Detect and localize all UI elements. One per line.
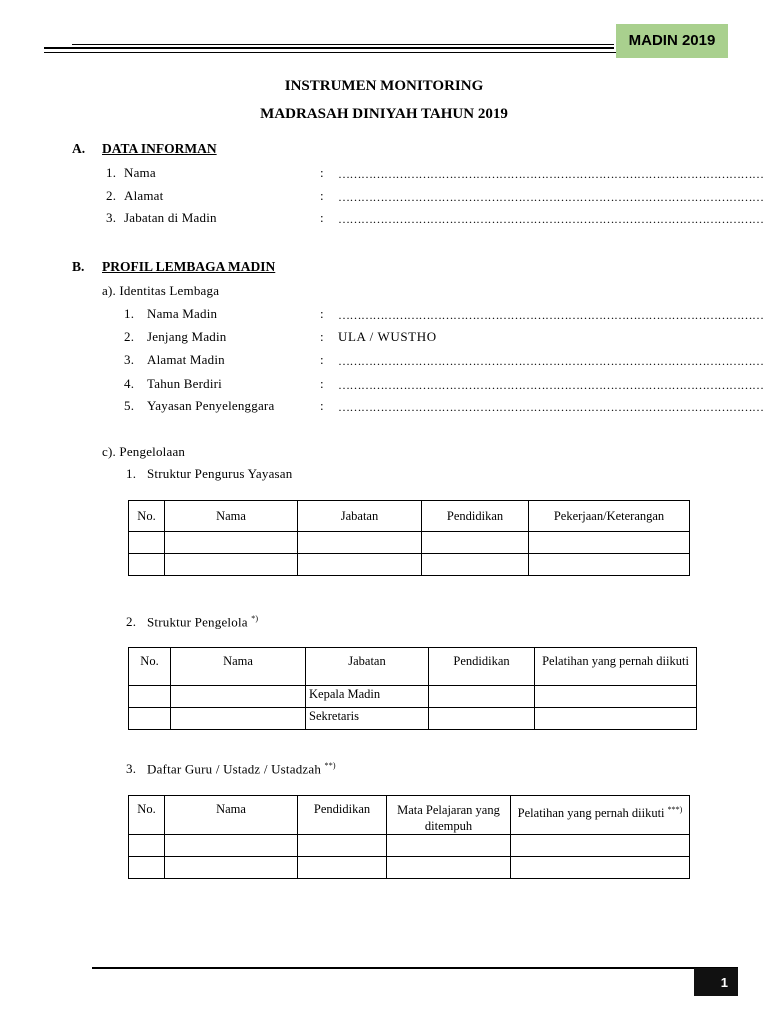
header-nama: Nama: [165, 501, 298, 532]
subsection-pengelolaan: c). Pengelolaan: [102, 444, 186, 459]
header-pendidikan: Pendidikan: [429, 648, 535, 686]
field-num: 1.: [124, 306, 135, 321]
header-pendidikan: Pendidikan: [298, 796, 387, 835]
header-jabatan: Jabatan: [298, 501, 422, 532]
year-badge: MADIN 2019: [616, 24, 728, 58]
field-num: 4.: [124, 376, 135, 391]
page-number: 1: [720, 975, 728, 990]
jenjang-value[interactable]: ULA / WUSTHO: [338, 329, 437, 344]
field-label: Yayasan Penyelenggara: [147, 398, 275, 413]
table3-footnote-mark: **): [324, 761, 336, 770]
field-num: 1.: [106, 165, 117, 180]
header-rule-top: [44, 47, 614, 49]
header-no: No.: [129, 648, 171, 686]
header-nama: Nama: [171, 648, 306, 686]
section-a-letter: A.: [72, 141, 86, 156]
field-value[interactable]: …………………………………………………………………………………………………: [338, 308, 764, 322]
field-num: 3.: [106, 210, 117, 225]
field-label: Jabatan di Madin: [124, 210, 217, 225]
field-colon: :: [320, 352, 324, 367]
jabatan-cell[interactable]: Kepala Madin: [306, 686, 429, 708]
field-colon: :: [320, 188, 324, 203]
header-rule-mid: [72, 44, 614, 45]
table-row: [129, 857, 690, 879]
jabatan-cell[interactable]: Sekretaris: [306, 708, 429, 730]
header-footnote-mark: ***): [667, 805, 683, 814]
field-label: Alamat Madin: [147, 352, 225, 367]
header-pelatihan: [511, 796, 690, 835]
header-no: No.: [129, 501, 165, 532]
section-a-heading-text: DATA INFORMAN: [102, 141, 217, 156]
table-row: [129, 554, 690, 576]
table2-title: [147, 614, 258, 630]
field-colon: :: [320, 329, 324, 344]
table-struktur-pengelola: [128, 647, 697, 730]
header-nama: Nama: [165, 796, 298, 835]
document-title-line1: INSTRUMEN MONITORING: [284, 78, 484, 94]
section-a-heading: [102, 141, 217, 157]
field-label: Jenjang Madin: [147, 329, 227, 344]
field-colon: :: [320, 165, 324, 180]
section-b-letter: B.: [72, 259, 85, 274]
table2-num: 2.: [126, 614, 137, 629]
table1-num: 1.: [126, 466, 137, 481]
field-colon: :: [320, 398, 324, 413]
table1-title: Struktur Pengurus Yayasan: [147, 466, 293, 481]
field-num: 2.: [106, 188, 117, 203]
field-label: Nama: [124, 165, 156, 180]
table2-title-text: Struktur Pengelola: [147, 614, 248, 630]
table-row: [129, 686, 697, 708]
field-colon: :: [320, 376, 324, 391]
header-jabatan: Jabatan: [306, 648, 429, 686]
table3-title-text: Daftar Guru / Ustadz / Ustadzah: [147, 761, 322, 777]
table3-num: 3.: [126, 761, 137, 776]
field-value[interactable]: …………………………………………………………………………………………………: [338, 167, 764, 181]
header-pendidikan: Pendidikan: [422, 501, 529, 532]
table-row: [129, 532, 690, 554]
table-row: [129, 835, 690, 857]
field-value[interactable]: …………………………………………………………………………………………………: [338, 378, 764, 392]
page-number-box: [694, 968, 738, 996]
section-b-heading: [102, 259, 275, 275]
table-pengurus-yayasan: [128, 500, 690, 576]
field-num: 2.: [124, 329, 135, 344]
field-label: Alamat: [124, 188, 164, 203]
field-value[interactable]: …………………………………………………………………………………………………: [338, 212, 764, 226]
field-colon: :: [320, 210, 324, 225]
subsection-identitas: a). Identitas Lembaga: [102, 283, 220, 298]
header-mata-pelajaran: Mata Pelajaran yang ditempuh: [387, 796, 511, 835]
section-b-heading-text: PROFIL LEMBAGA MADIN: [102, 259, 276, 274]
field-label: Nama Madin: [147, 306, 218, 321]
table-daftar-guru: [128, 795, 690, 879]
header-no: No.: [129, 796, 165, 835]
header-pelatihan: Pelatihan yang pernah diikuti: [535, 648, 697, 686]
table2-footnote-mark: *): [251, 614, 259, 623]
table3-title: [147, 761, 336, 777]
header-pekerjaan: Pekerjaan/Keterangan: [529, 501, 690, 532]
footer-rule: [92, 967, 738, 969]
document-title-line2: MADRASAH DINIYAH TAHUN 2019: [260, 106, 508, 122]
field-value[interactable]: …………………………………………………………………………………………………: [338, 190, 764, 204]
header-pelatihan-text: Pelatihan yang pernah diikuti: [517, 806, 665, 821]
field-label: Tahun Berdiri: [147, 376, 222, 391]
field-value[interactable]: …………………………………………………………………………………………………: [338, 354, 764, 368]
field-colon: :: [320, 306, 324, 321]
field-num: 5.: [124, 398, 135, 413]
table-row: [129, 708, 697, 730]
field-num: 3.: [124, 352, 135, 367]
field-value[interactable]: …………………………………………………………………………………………………: [338, 400, 764, 414]
